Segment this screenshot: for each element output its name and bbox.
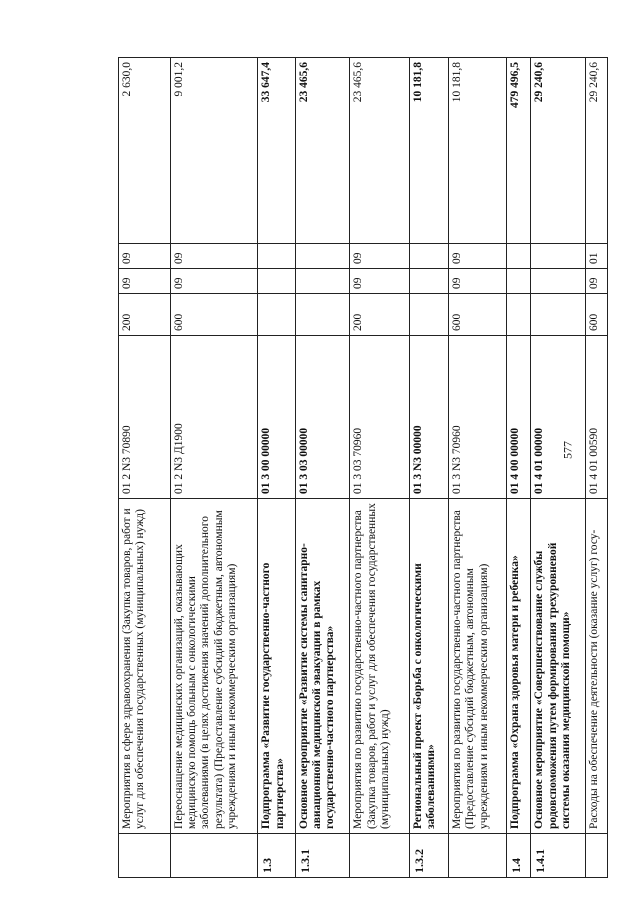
- item-name-cell: Региональный проект «Борьба с онкологическими заболеваниями»: [409, 499, 448, 834]
- row-number-cell: [119, 834, 171, 878]
- row-number-cell: 1.3.1: [295, 834, 350, 878]
- amount-cell: 9 001,2: [170, 58, 258, 244]
- target-article-code-cell: 01 3 03 70960: [350, 336, 409, 499]
- subsection-cell: [295, 244, 350, 269]
- target-article-code-cell: 01 3 03 00000: [295, 336, 350, 499]
- section-cell: 09: [448, 269, 506, 294]
- table-row: [295, 58, 350, 878]
- amount-cell: 23 465,6: [350, 58, 409, 244]
- subsection-cell: 09: [448, 244, 506, 269]
- table-row: [258, 58, 295, 878]
- item-name-cell: Мероприятия по развитию государственно-частного партнерства (Закупка товаров, работ и услуг для обеспечения государственных (муниципальных) нужд): [350, 499, 409, 834]
- table-row: [350, 58, 409, 878]
- expense-type-cell: [409, 294, 448, 336]
- section-cell: [531, 269, 586, 294]
- table-body: [119, 58, 608, 878]
- section-cell: 09: [119, 269, 171, 294]
- target-article-code-cell: 01 3 N3 00000: [409, 336, 448, 499]
- target-article-code-cell: 01 2 N3 Д1900: [170, 336, 258, 499]
- page-number: 577: [560, 441, 575, 459]
- budget-table: [118, 57, 608, 878]
- item-name-cell: Расходы на обеспечение деятельности (оказание услуг) госу-: [586, 499, 608, 834]
- subsection-cell: [531, 244, 586, 269]
- item-name-cell: Основное мероприятие «Развитие системы санитарно-авиационной медицинской эвакуации в рамках государственно-частного партнерства»: [295, 499, 350, 834]
- table-row: [507, 58, 531, 878]
- expense-type-cell: 600: [586, 294, 608, 336]
- row-number-cell: 1.3: [258, 834, 295, 878]
- expense-type-cell: 600: [170, 294, 258, 336]
- amount-cell: 10 181,8: [448, 58, 506, 244]
- row-number-cell: 1.4: [507, 834, 531, 878]
- subsection-cell: 09: [170, 244, 258, 269]
- amount-cell: 23 465,6: [295, 58, 350, 244]
- section-cell: 09: [350, 269, 409, 294]
- section-cell: 09: [170, 269, 258, 294]
- subsection-cell: 09: [119, 244, 171, 269]
- amount-cell: 479 496,5: [507, 58, 531, 244]
- subsection-cell: 01: [586, 244, 608, 269]
- expense-type-cell: [531, 294, 586, 336]
- section-cell: 09: [586, 269, 608, 294]
- table-row: [531, 58, 586, 878]
- target-article-code-cell: 01 3 N3 70960: [448, 336, 506, 499]
- expense-type-cell: [507, 294, 531, 336]
- section-cell: [295, 269, 350, 294]
- subsection-cell: [409, 244, 448, 269]
- target-article-code-cell: 01 4 01 00590: [586, 336, 608, 499]
- amount-cell: 10 181,8: [409, 58, 448, 244]
- amount-cell: 2 630,0: [119, 58, 171, 244]
- row-number-cell: [350, 834, 409, 878]
- item-name-cell: Мероприятия в сфере здравоохранения (Закупка товаров, работ и услуг для обеспечения государственных (муниципальных) нужд): [119, 499, 171, 834]
- item-name-cell: Основное мероприятие «Совершенствование службы родовспоможения путем формирования трехуровневой системы оказания медицинской помощи»: [531, 499, 586, 834]
- expense-type-cell: [258, 294, 295, 336]
- table-row: [170, 58, 258, 878]
- section-cell: [507, 269, 531, 294]
- row-number-cell: 1.4.1: [531, 834, 586, 878]
- rotated-table-wrapper: [118, 58, 608, 878]
- expense-type-cell: 600: [448, 294, 506, 336]
- item-name-cell: Подпрограмма «Охрана здоровья матери и ребенка»: [507, 499, 531, 834]
- expense-type-cell: [295, 294, 350, 336]
- target-article-code-cell: 01 3 00 00000: [258, 336, 295, 499]
- subsection-cell: [258, 244, 295, 269]
- table-row: [119, 58, 171, 878]
- table-row: [586, 58, 608, 878]
- expense-type-cell: 200: [350, 294, 409, 336]
- table-row: [409, 58, 448, 878]
- row-number-cell: [170, 834, 258, 878]
- row-number-cell: 1.3.2: [409, 834, 448, 878]
- item-name-cell: Подпрограмма «Развитие государственно-частного партнерства»: [258, 499, 295, 834]
- subsection-cell: [507, 244, 531, 269]
- section-cell: [409, 269, 448, 294]
- table-row: [448, 58, 506, 878]
- row-number-cell: [586, 834, 608, 878]
- amount-cell: 29 240,6: [586, 58, 608, 244]
- item-name-cell: Мероприятия по развитию государственно-частного партнерства (Предоставление субсидий бюджетным, автономным учреждениям и иным некоммерческим организациям): [448, 499, 506, 834]
- section-cell: [258, 269, 295, 294]
- target-article-code-cell: 01 4 00 00000: [507, 336, 531, 499]
- item-name-cell: Переоснащение медицинских организаций, оказывающих медицинскую помощь больным с онкологическими заболеваниями (в целях достижения значений дополнительного результата) (Предоставление субсидий бюджетным, автономным учреждениям и иным некоммерческим организациям): [170, 499, 258, 834]
- amount-cell: 29 240,6: [531, 58, 586, 244]
- row-number-cell: [448, 834, 506, 878]
- amount-cell: 33 647,4: [258, 58, 295, 244]
- expense-type-cell: 200: [119, 294, 171, 336]
- subsection-cell: 09: [350, 244, 409, 269]
- target-article-code-cell: 01 4 01 00000: [531, 336, 586, 499]
- target-article-code-cell: 01 2 N3 70890: [119, 336, 171, 499]
